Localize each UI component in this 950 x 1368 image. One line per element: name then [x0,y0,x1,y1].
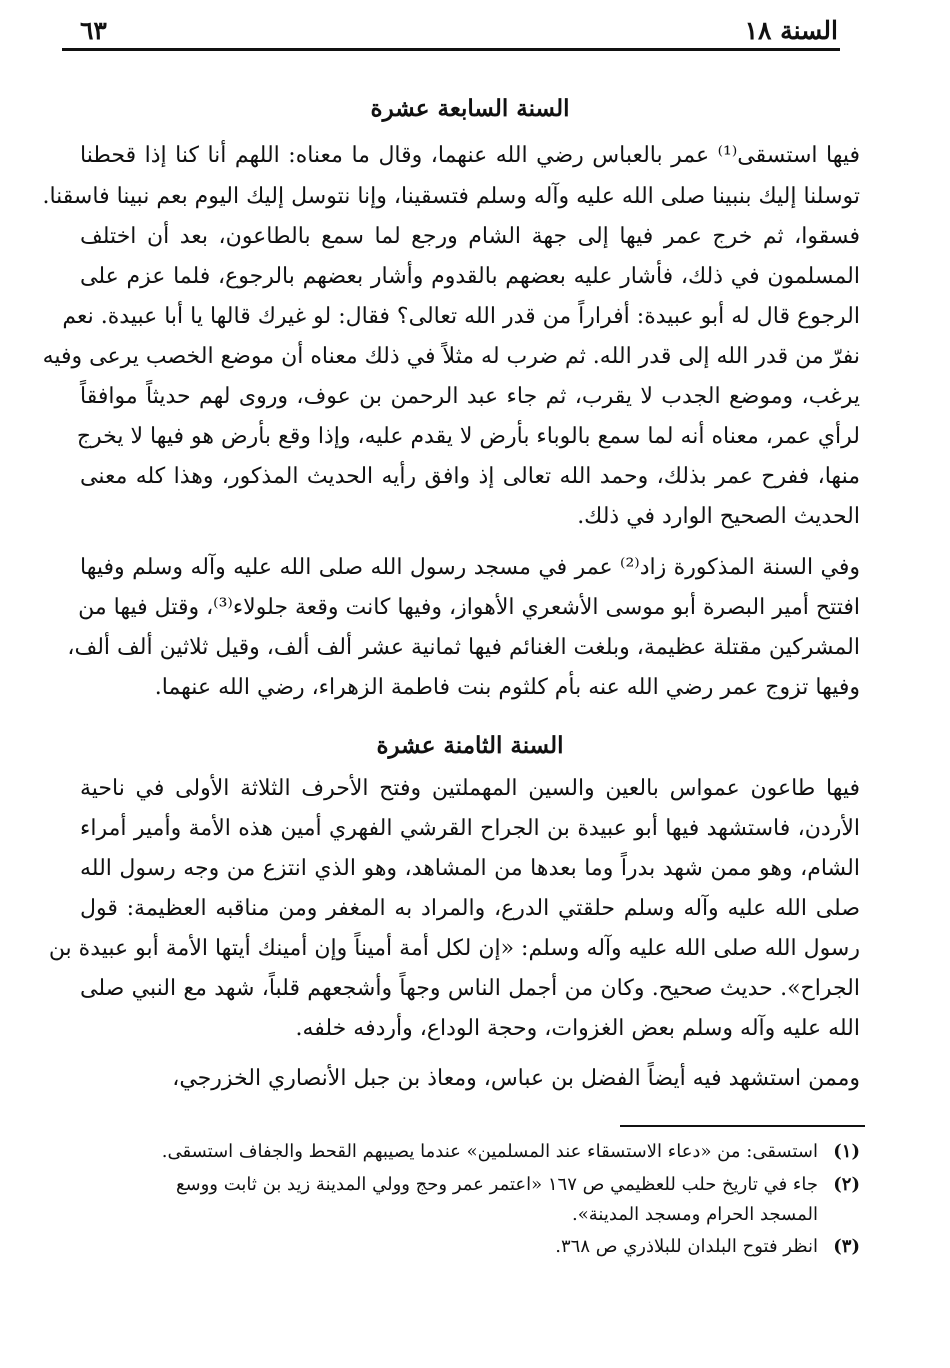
text-line: المشركين مقتلة عظيمة، وبلغت الغنائم فيها ثمانية عشر ألف ألف، وقيل ثلاثين ألف ألف، [67,635,860,660]
header-rule [62,48,840,51]
footnote-1 [80,1143,860,1161]
text-line: الشام، وهو ممن شهد بدراً وما بعدها من المشاهد، وهو الذي انتزع من وجه رسول الله [80,856,860,881]
footnote-3 [80,1238,860,1256]
text-line: منها، ففرح عمر بذلك، وحمد الله تعالى إذ وافق رأيه الحديث المذكور، وهذا كله معنى [80,464,860,489]
text-line: فسقوا، ثم خرج عمر فيها إلى جهة الشام ورجع لما سمع بالطاعون، بعد أن اختلف [80,224,860,249]
footnote-text: استسقى: من «دعاء الاستسقاء عند المسلمين» عندما يصيبهم القحط والجفاف استسقى. [161,1141,818,1162]
text-line: صلى الله عليه وآله وسلم حلقتي الدرع، والمراد به المغفر ومن مناقبه العظيمة: قول [80,896,860,921]
footnote-number: (٣) [833,1236,860,1257]
footnote-number: (٢) [833,1174,860,1195]
text-line: رسول الله صلى الله عليه وآله وسلم: «إن لكل أمة أميناً وإن أمينك أيتها الأمة أبو عبيدة بن [48,936,860,961]
footnote-text: جاء في تاريخ حلب للعظيمي ص ١٦٧ «اعتمر عمر وحج وولي المدينة زيد بن ثابت ووسع [175,1174,818,1195]
running-header-title: السنة ١٨ [744,16,838,45]
text-line: وفي السنة المذكورة زاد⁽²⁾ عمر في مسجد رسول الله صلى الله عليه وآله وسلم وفيها [80,555,860,580]
text-line: يرغب، وموضع الجدب لا يقرب، ثم جاء عبد الرحمن بن عوف، وروى لهم حديثاً موافقاً [80,384,861,409]
text-line: المسلمون في ذلك، فأشار عليه بعضهم بالقدوم وأشار بعضهم بالرجوع، فلما عزم على [80,264,860,289]
text-line: وممن استشهد فيه أيضاً الفضل بن عباس، ومعاذ بن جبل الأنصاري الخزرجي، [172,1066,860,1091]
text-line: الله عليه وآله وسلم بعض الغزوات، وحجة الوداع، وأردفه خلفه. [295,1016,860,1041]
text-line: فيها طاعون عمواس بالعين والسين المهملتين وفتح الأحرف الثلاثة الأولى في ناحية [80,776,860,801]
text-line: لرأي عمر، معناه أنه لما سمع بالوباء بأرض لا يقدم عليه، وإذا وقع بأرض هو فيها لا يخرج [76,424,860,449]
text-line: الحديث الصحيح الوارد في ذلك. [577,504,860,529]
footnote-rule [620,1125,865,1127]
text-line: فيها استسقى⁽¹⁾ عمر بالعباس رضي الله عنهما، وقال ما معناه: اللهم أنا كنا إذا قحطنا [80,143,861,168]
section-heading-year-17: السنة السابعة عشرة [370,95,570,122]
footnote-number: (١) [833,1141,860,1162]
page-number: ٦٣ [80,16,107,45]
text-line: توسلنا إليك بنبينا صلى الله عليه وآله وسلم فتسقينا، وإنا نتوسل إليك اليوم بعم نبينا فاسقنا. [42,184,860,209]
text-line: الرجوع قال له أبو عبيدة: أفراراً من قدر الله تعالى؟ فقال: لو غيرك قالها يا أبا عبيدة. نعم [62,304,860,329]
section-heading-year-18: السنة الثامنة عشرة [376,732,564,759]
footnote-2 [80,1176,860,1194]
text-line: نفرّ من قدر الله إلى قدر الله. ثم ضرب له مثلاً في ذلك معناه أن موضع الخصب يرعى وفيه [42,344,860,369]
footnote-text: انظر فتوح البلدان للبلاذري ص ٣٦٨. [555,1236,818,1257]
text-line: الجراح». حديث صحيح. وكان من أجمل الناس وجهاً وأشجعهم قلباً، شهد مع النبي صلى [80,976,860,1001]
text-line: افتتح أمير البصرة أبو موسى الأشعري الأهواز، وفيها كانت وقعة جلولاء⁽³⁾، وقتل فيها من [78,595,860,620]
text-line: الأردن، فاستشهد فيها أبو عبيدة بن الجراح القرشي الفهري أمين هذه الأمة وأمير أمراء [80,816,860,841]
text-line: وفيها تزوج عمر رضي الله عنه بأم كلثوم بنت فاطمة الزهراء، رضي الله عنهما. [154,675,860,700]
footnote-2-continuation: المسجد الحرام ومسجد المدينة». [572,1204,818,1225]
